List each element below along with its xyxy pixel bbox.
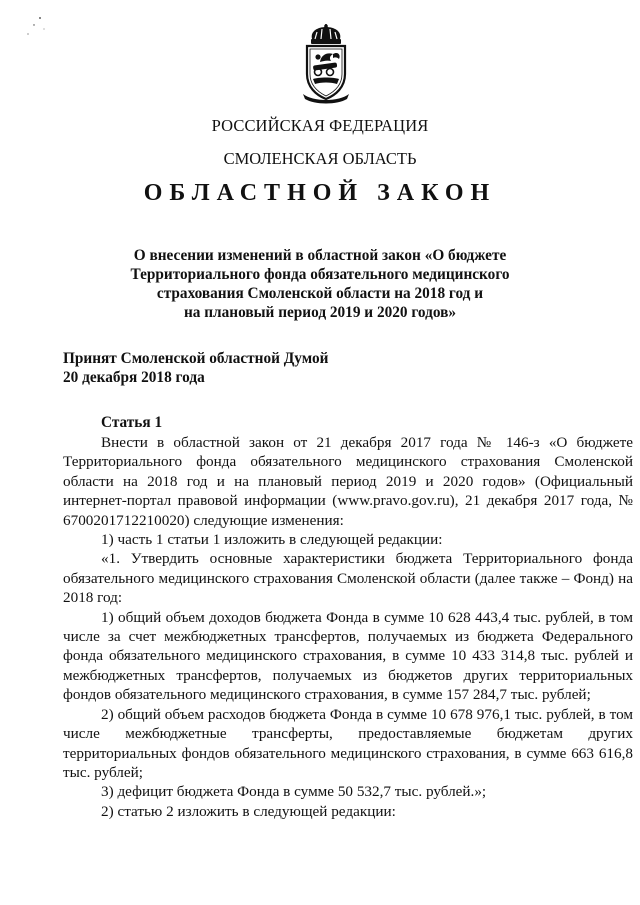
- adoption-note: [63, 349, 328, 387]
- region-name: СМОЛЕНСКАЯ ОБЛАСТЬ: [223, 149, 417, 168]
- article-paragraph: 2) статью 2 изложить в следующей редакции:: [101, 802, 396, 820]
- article-paragraph: Внести в областной закон от 21 декабря 2017 года № 146-з «О бюджете Территориального фонда обязательного медицинского страхования Смоленской области на 2018 год и на плановый период 2019 и 2020 годов» (Официальный интернет-портал правовой информации (www.pravo.gov.ru), 21 декабря 2017 года, № 6700201712210020) следующие изменения:: [63, 434, 633, 529]
- law-title-line: Территориального фонда обязательного медицинского: [130, 266, 510, 283]
- scan-artifact-specks: [22, 10, 62, 50]
- country-name: РОССИЙСКАЯ ФЕДЕРАЦИЯ: [211, 116, 429, 135]
- law-title-line: на плановый период 2019 и 2020 годов»: [183, 304, 457, 321]
- article-paragraph: 1) часть 1 статьи 1 изложить в следующей редакции:: [101, 531, 443, 549]
- article-paragraph: 2) общий объем расходов бюджета Фонда в сумме 10 678 976,1 тыс. рублей, в том числе межбюджетные трансферты, предоставляемые бюджетам других территориальных фондов обязательного медицинского страхования, в сумме 663 616,8 тыс. рублей;: [63, 705, 633, 781]
- article-body: [63, 433, 633, 821]
- smolensk-coat-of-arms-icon: [291, 24, 361, 106]
- adoption-body: Принят Смоленской областной Думой: [63, 350, 329, 367]
- article-paragraph: 1) общий объем доходов бюджета Фонда в сумме 10 628 443,4 тыс. рублей, в том числе за счет межбюджетных трансфертов, получаемых из бюджета Федерального фонда обязательного медицинского страхования, в сумме 10 433 314,8 тыс. рублей и межбюджетных трансфертов, получаемых из бюджетов других территориальных фондов обязательного медицинского страхования, в сумме 157 284,7 тыс. рублей;: [63, 608, 633, 704]
- article-paragraph: «1. Утвердить основные характеристики бюджета Территориального фонда обязательного медицинского страхования Смоленской области (далее также – Фонд) на 2018 год:: [63, 550, 633, 607]
- law-title-line: страхования Смоленской области на 2018 год и: [156, 285, 484, 302]
- article-heading: Статья 1: [101, 414, 163, 431]
- law-title: [100, 246, 540, 322]
- law-type-heading: ОБЛАСТНОЙ ЗАКОН: [143, 180, 497, 206]
- article-paragraph: 3) дефицит бюджета Фонда в сумме 50 532,7 тыс. рублей.»;: [101, 783, 487, 801]
- law-title-line: О внесении изменений в областной закон «О бюджете: [133, 247, 507, 264]
- adoption-date: 20 декабря 2018 года: [63, 369, 205, 386]
